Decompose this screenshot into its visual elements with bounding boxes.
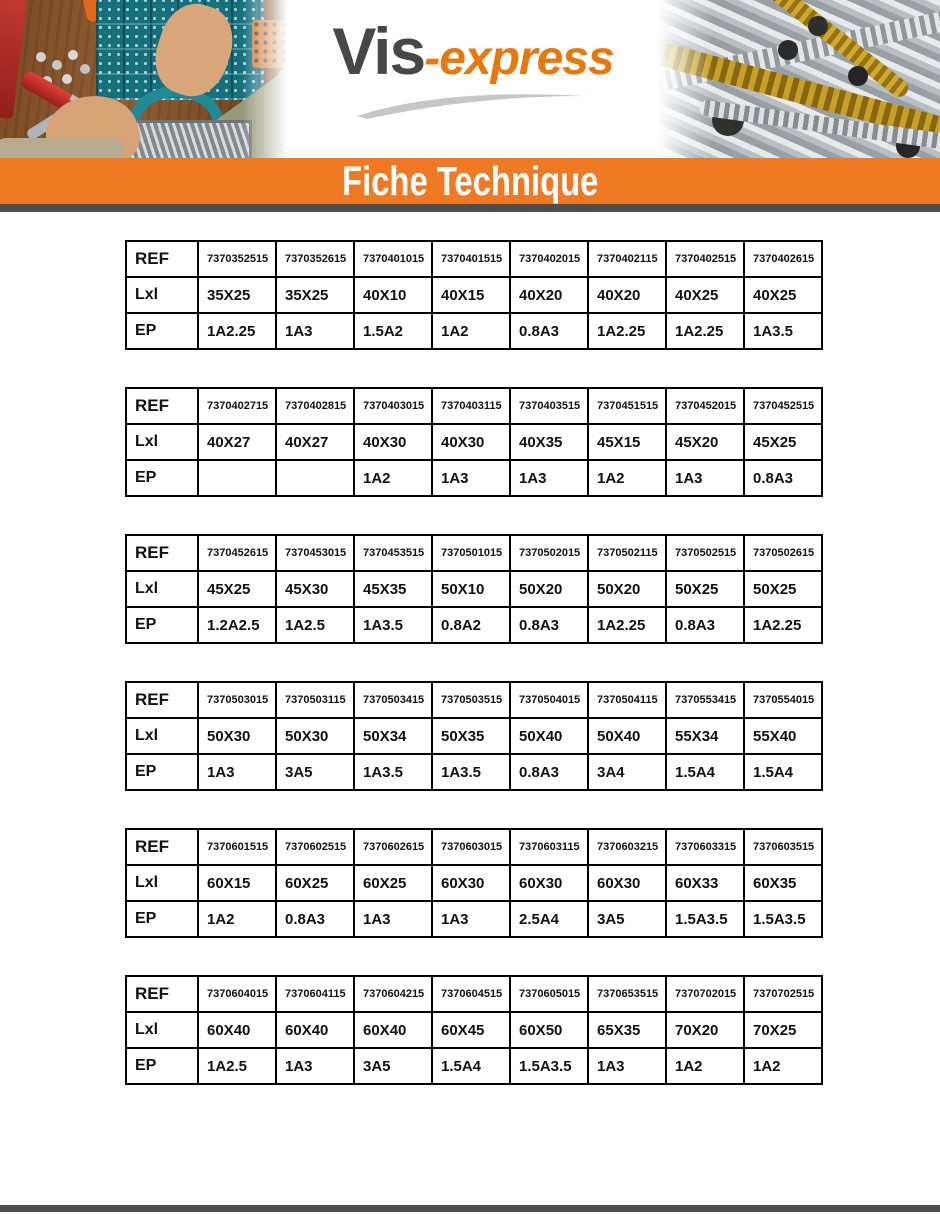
dim-cell: 45X15 <box>588 424 666 460</box>
ref-row <box>126 682 822 718</box>
footer-bar <box>0 1205 940 1212</box>
ref-cell: 7370653515 <box>588 976 666 1012</box>
ep-cell <box>276 460 354 496</box>
ref-cell: 7370401515 <box>432 241 510 277</box>
ref-cell: 7370503415 <box>354 682 432 718</box>
row-label-dim: Lxl <box>126 571 198 607</box>
brand-name-secondary: -express <box>424 32 614 85</box>
dim-cell: 60X30 <box>432 865 510 901</box>
ep-cell: 1A3.5 <box>354 754 432 790</box>
ep-cell: 1A2 <box>666 1048 744 1084</box>
ref-cell: 7370402715 <box>198 388 276 424</box>
ep-cell: 1.5A3.5 <box>744 901 822 937</box>
ref-cell: 7370403115 <box>432 388 510 424</box>
dim-cell: 50X34 <box>354 718 432 754</box>
row-label-dim: Lxl <box>126 277 198 313</box>
ref-row <box>126 829 822 865</box>
dim-cell: 40X15 <box>432 277 510 313</box>
ep-cell: 1A2.25 <box>588 607 666 643</box>
logo-swoosh <box>353 86 593 120</box>
ref-cell: 7370502615 <box>744 535 822 571</box>
dim-cell: 40X20 <box>510 277 588 313</box>
ep-cell: 1A2.5 <box>276 607 354 643</box>
ep-cell: 1A3.5 <box>432 754 510 790</box>
title-banner <box>0 158 940 204</box>
red-tool-shape <box>0 0 27 119</box>
ep-cell: 1A2 <box>198 901 276 937</box>
ep-cell: 1A3.5 <box>744 313 822 349</box>
ref-cell: 7370402015 <box>510 241 588 277</box>
dim-cell: 50X30 <box>276 718 354 754</box>
dim-cell: 60X50 <box>510 1012 588 1048</box>
dim-cell: 50X40 <box>510 718 588 754</box>
ep-cell: 1A2.5 <box>198 1048 276 1084</box>
ref-cell: 7370604015 <box>198 976 276 1012</box>
ref-cell: 7370502515 <box>666 535 744 571</box>
row-label-ep: EP <box>126 313 198 349</box>
ref-cell: 7370402115 <box>588 241 666 277</box>
ref-cell: 7370453515 <box>354 535 432 571</box>
photo-fade-overlay <box>658 0 714 158</box>
spec-table-1 <box>125 240 823 350</box>
spec-table-5 <box>125 828 823 938</box>
black-screw-heads-shape <box>778 40 798 60</box>
ref-cell: 7370602515 <box>276 829 354 865</box>
ep-cell: 2.5A4 <box>510 901 588 937</box>
dim-cell: 35X25 <box>198 277 276 313</box>
ep-row <box>126 754 822 790</box>
dim-cell: 70X20 <box>666 1012 744 1048</box>
ep-cell <box>198 460 276 496</box>
dim-cell: 60X45 <box>432 1012 510 1048</box>
ref-row <box>126 241 822 277</box>
row-label-ep: EP <box>126 607 198 643</box>
row-label-dim: Lxl <box>126 424 198 460</box>
ref-cell: 7370501015 <box>432 535 510 571</box>
dim-cell: 35X25 <box>276 277 354 313</box>
ref-cell: 7370352615 <box>276 241 354 277</box>
dim-cell: 50X25 <box>744 571 822 607</box>
dim-cell: 45X25 <box>744 424 822 460</box>
ep-cell: 1A3 <box>276 1048 354 1084</box>
spec-table-4 <box>125 681 823 791</box>
ep-row <box>126 1048 822 1084</box>
ref-cell: 7370604215 <box>354 976 432 1012</box>
brand-logo <box>332 14 614 120</box>
ref-cell: 7370603515 <box>744 829 822 865</box>
ref-cell: 7370603315 <box>666 829 744 865</box>
dim-cell: 45X35 <box>354 571 432 607</box>
dim-cell: 40X30 <box>432 424 510 460</box>
brand-name-primary: Vis <box>332 14 425 88</box>
ep-cell: 1A3 <box>588 1048 666 1084</box>
dim-row <box>126 718 822 754</box>
ep-cell: 1.5A4 <box>666 754 744 790</box>
ep-cell: 3A5 <box>276 754 354 790</box>
ep-cell: 1A3 <box>354 901 432 937</box>
row-label-ref: REF <box>126 535 198 571</box>
dim-cell: 60X30 <box>510 865 588 901</box>
ref-cell: 7370402615 <box>744 241 822 277</box>
washers-shape <box>36 52 46 62</box>
dim-cell: 60X25 <box>354 865 432 901</box>
dim-row <box>126 865 822 901</box>
header <box>0 0 940 158</box>
dim-cell: 50X35 <box>432 718 510 754</box>
ref-cell: 7370402815 <box>276 388 354 424</box>
dim-cell: 40X20 <box>588 277 666 313</box>
ref-cell: 7370603215 <box>588 829 666 865</box>
dim-cell: 50X25 <box>666 571 744 607</box>
ref-cell: 7370554015 <box>744 682 822 718</box>
ref-cell: 7370702515 <box>744 976 822 1012</box>
ref-row <box>126 976 822 1012</box>
ep-cell: 1A2 <box>432 313 510 349</box>
ref-cell: 7370503515 <box>432 682 510 718</box>
ep-cell: 0.8A3 <box>666 607 744 643</box>
ref-cell: 7370601515 <box>198 829 276 865</box>
dim-cell: 40X27 <box>276 424 354 460</box>
spec-table-6 <box>125 975 823 1085</box>
dim-cell: 60X40 <box>198 1012 276 1048</box>
ref-cell: 7370403015 <box>354 388 432 424</box>
ref-row <box>126 535 822 571</box>
ref-cell: 7370452015 <box>666 388 744 424</box>
ep-cell: 0.8A3 <box>510 607 588 643</box>
spec-table-3 <box>125 534 823 644</box>
ep-cell: 1.2A2.5 <box>198 607 276 643</box>
dim-cell: 55X34 <box>666 718 744 754</box>
row-label-ref: REF <box>126 976 198 1012</box>
dim-cell: 55X40 <box>744 718 822 754</box>
dim-cell: 60X40 <box>276 1012 354 1048</box>
dim-cell: 40X35 <box>510 424 588 460</box>
ep-cell: 1A2 <box>744 1048 822 1084</box>
ref-cell: 7370503015 <box>198 682 276 718</box>
dim-cell: 65X35 <box>588 1012 666 1048</box>
ep-cell: 1A3 <box>510 460 588 496</box>
ref-cell: 7370503115 <box>276 682 354 718</box>
dim-cell: 50X10 <box>432 571 510 607</box>
ref-cell: 7370604115 <box>276 976 354 1012</box>
ep-cell: 1A3.5 <box>354 607 432 643</box>
dim-cell: 50X40 <box>588 718 666 754</box>
ep-row <box>126 901 822 937</box>
dim-cell: 40X25 <box>666 277 744 313</box>
dim-cell: 60X35 <box>744 865 822 901</box>
dim-cell: 50X30 <box>198 718 276 754</box>
ref-cell: 7370502015 <box>510 535 588 571</box>
ep-cell: 1A3 <box>666 460 744 496</box>
ref-cell: 7370702015 <box>666 976 744 1012</box>
ref-cell: 7370502115 <box>588 535 666 571</box>
dim-row <box>126 424 822 460</box>
ep-cell: 1A3 <box>198 754 276 790</box>
ep-cell: 1A3 <box>276 313 354 349</box>
dim-row <box>126 1012 822 1048</box>
logo-area <box>288 0 658 158</box>
ep-cell: 0.8A3 <box>744 460 822 496</box>
left-sleeve-shape <box>0 138 124 158</box>
dim-row <box>126 571 822 607</box>
dim-cell: 60X33 <box>666 865 744 901</box>
ep-cell: 0.8A3 <box>510 754 588 790</box>
ref-cell: 7370603115 <box>510 829 588 865</box>
dim-cell: 60X40 <box>354 1012 432 1048</box>
dim-row <box>126 277 822 313</box>
spec-table-2 <box>125 387 823 497</box>
ep-cell: 1A2 <box>588 460 666 496</box>
ref-cell: 7370504015 <box>510 682 588 718</box>
ref-cell: 7370553415 <box>666 682 744 718</box>
ep-row <box>126 607 822 643</box>
dim-cell: 60X15 <box>198 865 276 901</box>
dim-cell: 50X20 <box>588 571 666 607</box>
dim-cell: 70X25 <box>744 1012 822 1048</box>
dim-cell: 40X27 <box>198 424 276 460</box>
row-label-ep: EP <box>126 1048 198 1084</box>
ref-cell: 7370451515 <box>588 388 666 424</box>
row-label-ep: EP <box>126 460 198 496</box>
row-label-ep: EP <box>126 754 198 790</box>
dim-cell: 50X20 <box>510 571 588 607</box>
ep-cell: 1A2.25 <box>588 313 666 349</box>
dim-cell: 45X25 <box>198 571 276 607</box>
dim-cell: 45X30 <box>276 571 354 607</box>
dim-cell: 40X25 <box>744 277 822 313</box>
row-label-ref: REF <box>126 241 198 277</box>
ep-cell: 1A3 <box>432 460 510 496</box>
ep-cell: 1A2.25 <box>744 607 822 643</box>
dim-cell: 40X10 <box>354 277 432 313</box>
ref-cell: 7370602615 <box>354 829 432 865</box>
dim-cell: 60X25 <box>276 865 354 901</box>
ep-cell: 1A2.25 <box>666 313 744 349</box>
ep-cell: 3A4 <box>588 754 666 790</box>
ep-row <box>126 460 822 496</box>
row-label-ep: EP <box>126 901 198 937</box>
ep-cell: 1.5A2 <box>354 313 432 349</box>
ep-cell: 1A3 <box>432 901 510 937</box>
ep-cell: 1.5A4 <box>432 1048 510 1084</box>
ref-cell: 7370604515 <box>432 976 510 1012</box>
dim-cell: 45X20 <box>666 424 744 460</box>
ep-cell: 1.5A3.5 <box>510 1048 588 1084</box>
dim-cell: 40X30 <box>354 424 432 460</box>
ep-cell: 1.5A3.5 <box>666 901 744 937</box>
row-label-ref: REF <box>126 829 198 865</box>
row-label-ref: REF <box>126 682 198 718</box>
ref-cell: 7370401015 <box>354 241 432 277</box>
ref-cell: 7370453015 <box>276 535 354 571</box>
ep-cell: 0.8A3 <box>276 901 354 937</box>
ref-cell: 7370402515 <box>666 241 744 277</box>
workbench-photo <box>0 0 288 158</box>
ref-cell: 7370352515 <box>198 241 276 277</box>
ref-cell: 7370504115 <box>588 682 666 718</box>
tables-container <box>0 212 940 1085</box>
row-label-dim: Lxl <box>126 718 198 754</box>
ep-row <box>126 313 822 349</box>
dim-cell: 60X30 <box>588 865 666 901</box>
ep-cell: 3A5 <box>588 901 666 937</box>
screws-photo <box>658 0 940 158</box>
row-label-ref: REF <box>126 388 198 424</box>
photo-fade-overlay <box>242 0 288 158</box>
row-label-dim: Lxl <box>126 865 198 901</box>
ep-cell: 0.8A3 <box>510 313 588 349</box>
page-title: Fiche Technique <box>341 157 599 204</box>
ep-cell: 1A2 <box>354 460 432 496</box>
ref-cell: 7370603015 <box>432 829 510 865</box>
ref-cell: 7370605015 <box>510 976 588 1012</box>
ref-cell: 7370452515 <box>744 388 822 424</box>
ep-cell: 3A5 <box>354 1048 432 1084</box>
ep-cell: 1A2.25 <box>198 313 276 349</box>
row-label-dim: Lxl <box>126 1012 198 1048</box>
ref-cell: 7370452615 <box>198 535 276 571</box>
ep-cell: 1.5A4 <box>744 754 822 790</box>
ref-cell: 7370403515 <box>510 388 588 424</box>
ref-row <box>126 388 822 424</box>
ep-cell: 0.8A2 <box>432 607 510 643</box>
divider-bar <box>0 204 940 212</box>
